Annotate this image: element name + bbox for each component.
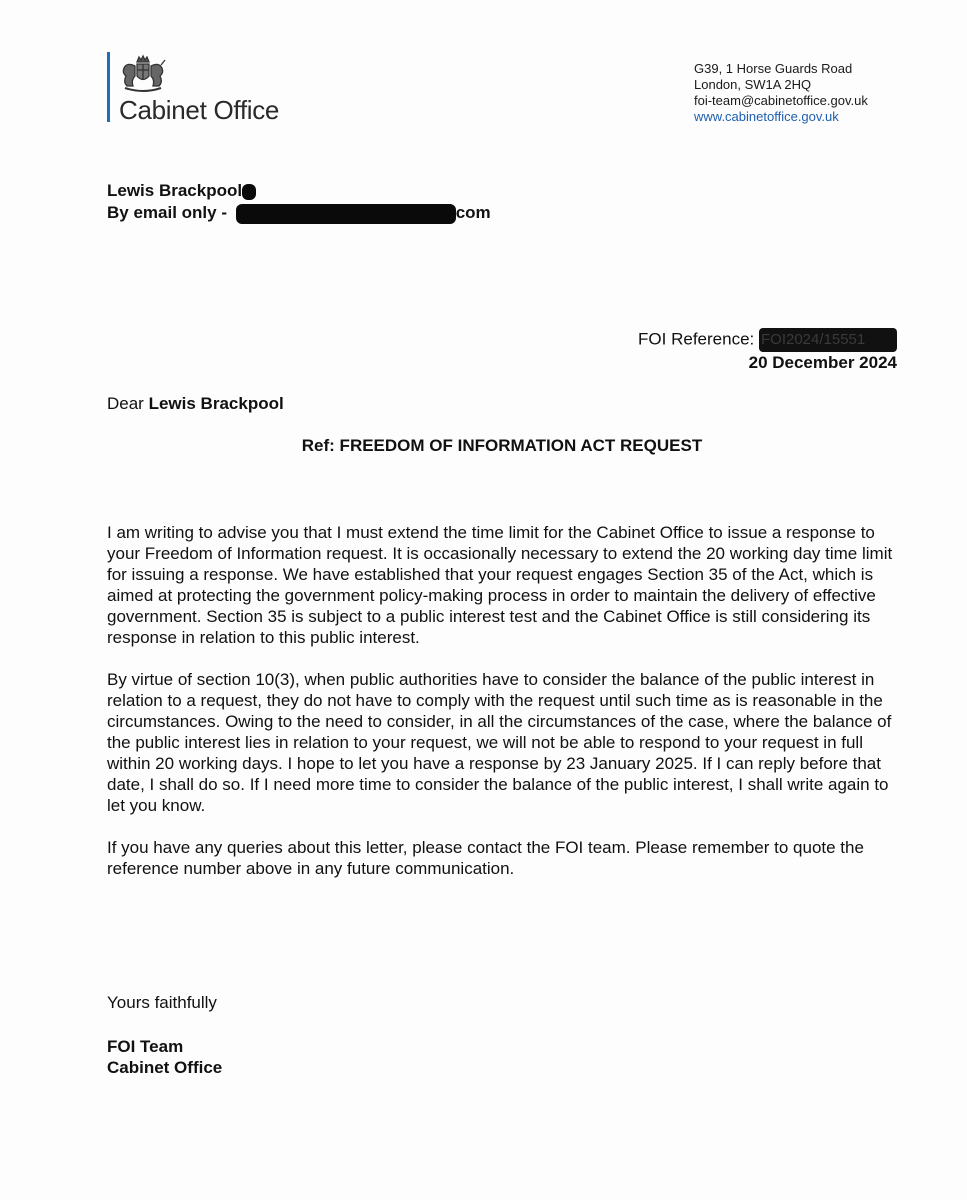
organisation-name: Cabinet Office: [119, 95, 280, 125]
website-link[interactable]: www.cabinetoffice.gov.uk: [694, 109, 839, 124]
address-line-2: London, SW1A 2HQ: [694, 77, 812, 92]
foi-reference-line: [638, 328, 897, 352]
foi-reference-redacted: FOI2024/15551: [759, 328, 897, 352]
signature-department: Cabinet Office: [107, 1058, 223, 1077]
foi-reference-label: FOI Reference:: [638, 329, 755, 349]
greeting: Dear: [107, 394, 144, 413]
logo-accent-bar: [107, 52, 110, 122]
royal-crest-icon: [117, 54, 169, 94]
body-paragraph-3: If you have any queries about this letter, please contact the FOI team. Please remember to quote the reference number above in any future communication.: [107, 838, 864, 878]
body-paragraph-1: I am writing to advise you that I must extend the time limit for the Cabinet Office to issue a response to your Freedom of Information request. It is occasionally necessary to extend the 20 working day time limit for issuing a response. We have established that your request engages Section 35 of the Act, which is aimed at protecting the government policy-making process in order to maintain the delivery of effective government. Section 35 is subject to a public interest test and the Cabinet Office is still considering its response in relation to this public interest.: [107, 523, 893, 647]
recipient-email-line: [107, 202, 491, 224]
letter-body: [107, 522, 907, 900]
subject-heading: Ref: FREEDOM OF INFORMATION ACT REQUEST: [301, 436, 703, 455]
salutation-name: Lewis Brackpool: [148, 394, 284, 413]
signature-block: [107, 1036, 222, 1078]
email-suffix: com: [455, 203, 491, 222]
signature-team: FOI Team: [107, 1037, 184, 1056]
sender-address: [694, 61, 868, 125]
recipient-name-line: [107, 180, 491, 202]
contact-email: foi-team@cabinetoffice.gov.uk: [694, 93, 868, 108]
email-redaction-mark: [236, 204, 456, 224]
recipient-block: [107, 180, 491, 224]
foi-reference-block: [638, 328, 897, 374]
closing-line: Yours faithfully: [107, 993, 217, 1012]
salutation: [107, 394, 284, 414]
redaction-mark: [242, 184, 256, 200]
recipient-name: Lewis Brackpool: [107, 181, 243, 200]
address-line-1: G39, 1 Horse Guards Road: [694, 61, 853, 76]
body-paragraph-2: By virtue of section 10(3), when public authorities have to consider the balance of the public interest in relation to a request, they do not have to comply with the request until such time as is reasonable in the circumstances. Owing to the need to consider, in all the circumstances of the case, where the balance of the public interest lies in relation to your request, we will not be able to respond to your request in full within 20 working days. I hope to let you have a response by 23 January 2025. If I can reply before that date, I shall do so. If I need more time to consider the balance of the public interest, I shall write again to let you know.: [107, 670, 892, 815]
delivery-method: By email only -: [107, 203, 227, 222]
letter-date: 20 December 2024: [748, 353, 897, 372]
